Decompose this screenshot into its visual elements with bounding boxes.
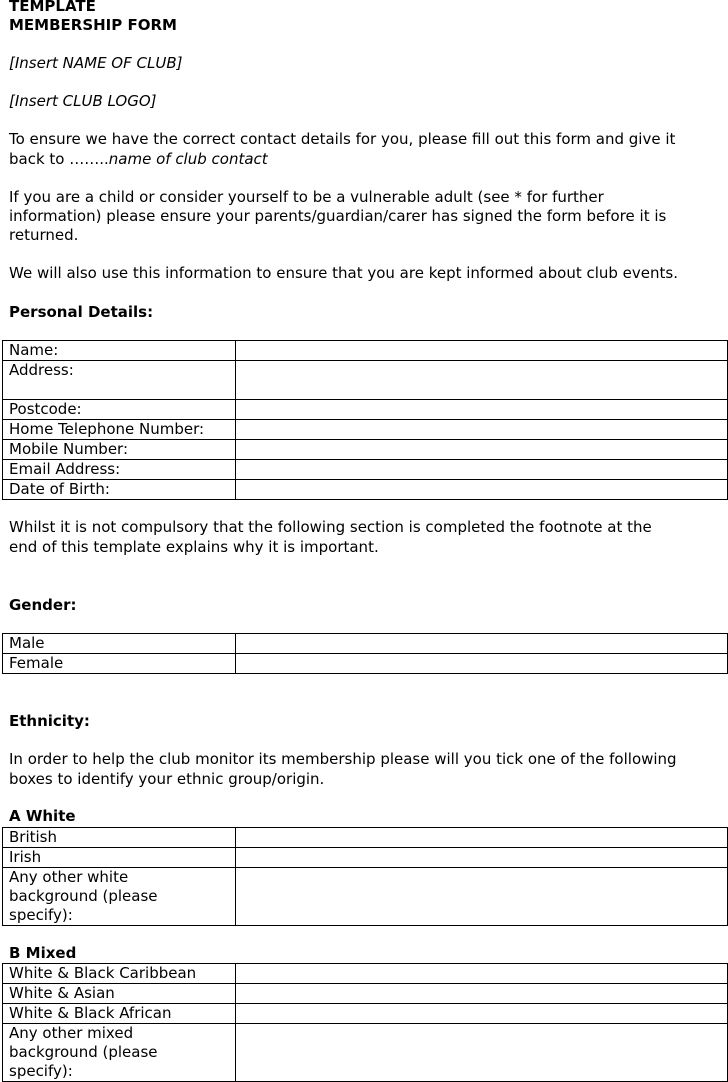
ethnicity-heading: Ethnicity: [9,712,90,730]
white-other-line-1: Any other white [9,868,129,886]
field-value-mobile-number[interactable] [236,440,728,460]
field-label-name: Name: [3,341,236,361]
mixed-section-heading: B Mixed [9,944,77,962]
table-row [3,868,728,926]
table-row [3,634,728,654]
gender-label-male: Male [3,634,236,654]
table-row [3,828,728,848]
table-row [3,654,728,674]
mixed-label-white-black-caribbean: White & Black Caribbean [3,964,236,984]
table-row [3,984,728,1004]
mixed-other-line-1: Any other mixed [9,1024,134,1042]
field-value-email-address[interactable] [236,460,728,480]
white-label-british: British [3,828,236,848]
table-row [3,400,728,420]
club-contact-placeholder: name of club contact [108,150,268,168]
mixed-other-line-2: background (please [9,1043,158,1061]
table-row [3,1004,728,1024]
intro-paragraph-3: We will also use this information to ensure that you are kept informed about club events. [9,264,678,282]
table-row [3,361,728,400]
field-label-postcode: Postcode: [3,400,236,420]
gender-tick-female[interactable] [236,654,728,674]
optional-note-line-2: end of this template explains why it is important. [9,538,379,556]
gender-tick-male[interactable] [236,634,728,654]
table-row [3,440,728,460]
optional-note-line-1: Whilst it is not compulsory that the following section is completed the footnote at the [9,518,652,536]
field-value-address[interactable] [236,361,728,400]
intro-paragraph-2-line-1: If you are a child or consider yourself to be a vulnerable adult (see * for further [9,188,604,206]
white-ethnicity-table [2,827,728,926]
mixed-label-white-black-african: White & Black African [3,1004,236,1024]
gender-table [2,633,728,674]
gender-label-female: Female [3,654,236,674]
field-label-address: Address: [3,361,236,400]
table-row [3,420,728,440]
table-row [3,341,728,361]
mixed-tick-other[interactable] [236,1024,728,1082]
club-name-placeholder: [Insert NAME OF CLUB] [9,54,183,72]
ethnicity-intro-line-1: In order to help the club monitor its membership please will you tick one of the following [9,750,677,768]
table-row [3,848,728,868]
intro-paragraph-2-line-2: information) please ensure your parents/guardian/carer has signed the form before it is [9,207,667,225]
mixed-other-line-3: specify): [9,1062,73,1080]
title-membership-form: MEMBERSHIP FORM [9,16,177,34]
intro-paragraph-1-line-2 [9,150,268,169]
field-value-name[interactable] [236,341,728,361]
table-row [3,964,728,984]
table-row [3,480,728,500]
white-other-line-2: background (please [9,887,158,905]
field-label-email-address: Email Address: [3,460,236,480]
field-value-postcode[interactable] [236,400,728,420]
field-label-home-telephone: Home Telephone Number: [3,420,236,440]
white-section-heading: A White [9,807,76,825]
field-label-mobile-number: Mobile Number: [3,440,236,460]
title-template: TEMPLATE [9,0,96,15]
white-label-other [3,868,236,926]
field-label-date-of-birth: Date of Birth: [3,480,236,500]
white-label-irish: Irish [3,848,236,868]
table-row [3,460,728,480]
white-tick-other[interactable] [236,868,728,926]
intro-return-prefix: back to …….. [9,150,109,168]
white-tick-british[interactable] [236,828,728,848]
intro-paragraph-2-line-3: returned. [9,226,79,244]
mixed-tick-white-black-caribbean[interactable] [236,964,728,984]
intro-paragraph-1-line-1: To ensure we have the correct contact details for you, please fill out this form and give it [9,130,676,148]
ethnicity-intro-line-2: boxes to identify your ethnic group/origin. [9,770,325,788]
white-other-line-3: specify): [9,906,73,924]
gender-heading: Gender: [9,596,77,614]
mixed-tick-white-black-african[interactable] [236,1004,728,1024]
mixed-label-other [3,1024,236,1082]
field-value-home-telephone[interactable] [236,420,728,440]
white-tick-irish[interactable] [236,848,728,868]
club-logo-placeholder: [Insert CLUB LOGO] [9,92,157,110]
personal-details-table [2,340,728,500]
mixed-tick-white-asian[interactable] [236,984,728,1004]
personal-details-heading: Personal Details: [9,303,154,321]
field-value-date-of-birth[interactable] [236,480,728,500]
table-row [3,1024,728,1082]
mixed-ethnicity-table [2,963,728,1082]
mixed-label-white-asian: White & Asian [3,984,236,1004]
